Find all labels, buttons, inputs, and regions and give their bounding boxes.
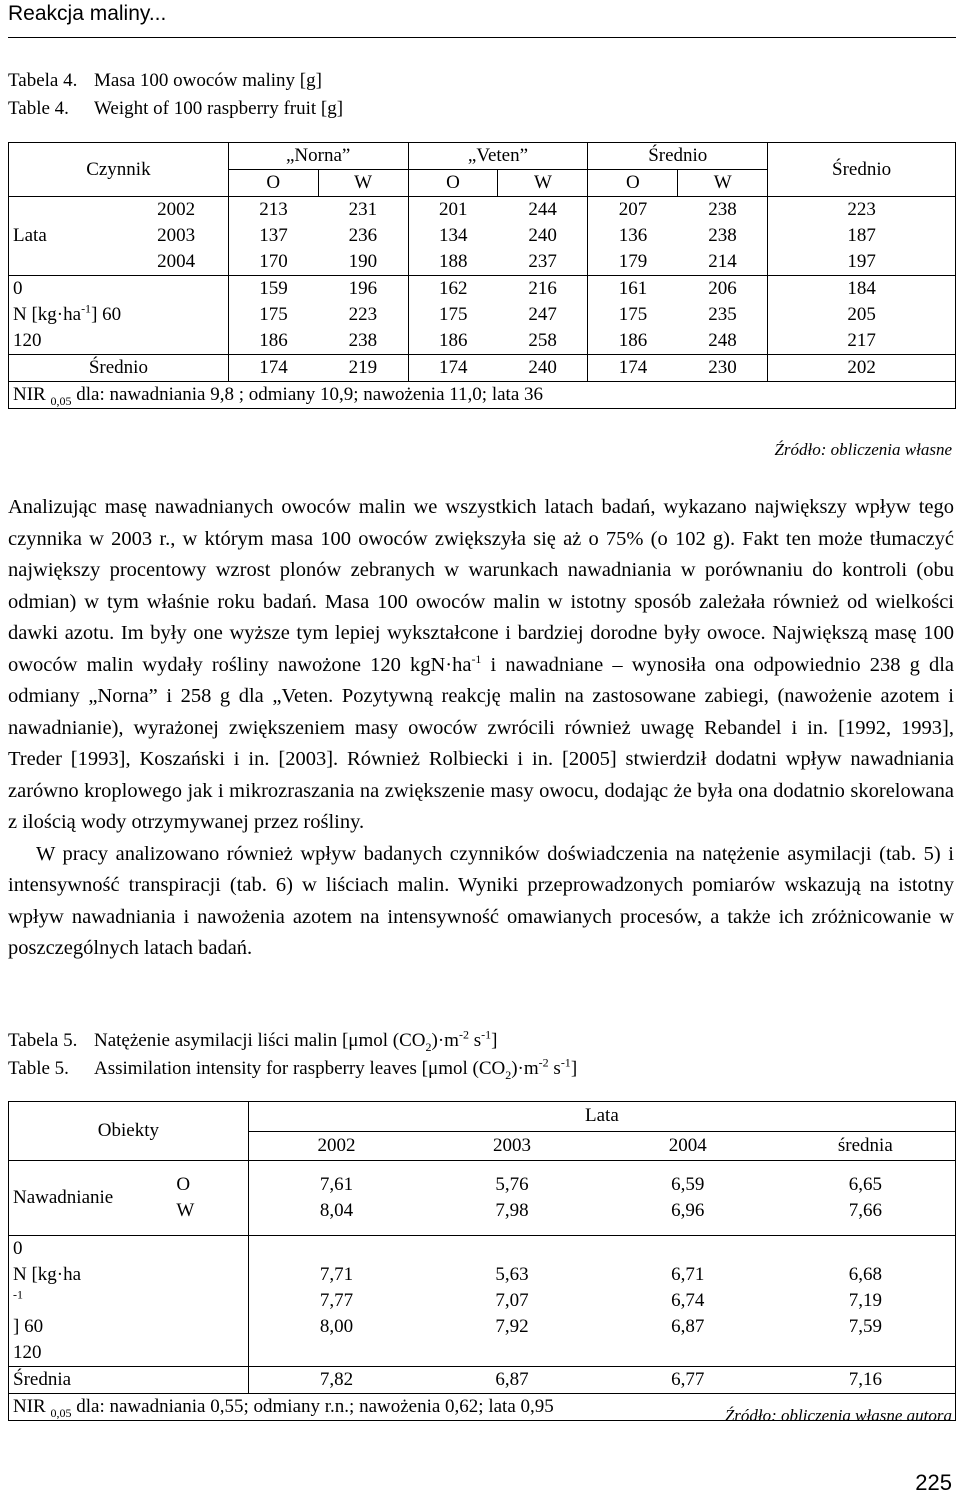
table4 <box>8 142 956 409</box>
table5-cell: 7,71 7,77 8,00 <box>248 1236 424 1367</box>
table4-sub-header: W <box>678 170 768 197</box>
table4-mean-cell: 184 <box>768 276 956 303</box>
table4-total-label: Średnio <box>9 355 229 382</box>
table4-cell: 175 <box>618 304 648 325</box>
table4-factor-header: Czynnik <box>9 143 229 197</box>
table4-n-label: 0 <box>9 276 125 303</box>
table4-mean-cell: 202 <box>768 355 956 382</box>
page-number: 225 <box>915 1470 952 1495</box>
table4-cell: 190 <box>318 249 408 276</box>
table4-row-n <box>9 328 956 355</box>
table5-year-header: średnia <box>776 1131 956 1161</box>
table5-irrigation-codes: O W <box>172 1161 248 1236</box>
table4-cell: 170 <box>228 249 318 276</box>
table5-head-row-1 <box>9 1102 956 1132</box>
table4-row-nir <box>9 382 956 409</box>
table4-cell: 175 <box>259 304 288 325</box>
table4-cell: 236 <box>318 223 408 249</box>
table4-cell: 216 <box>498 276 588 303</box>
table4-caption-pl: Tabela 4. Masa 100 owoców maliny [g] <box>8 70 322 91</box>
table5-row-mean <box>9 1367 956 1394</box>
table4-row-total <box>9 355 956 382</box>
table4-cell: 247 <box>498 302 588 328</box>
table5-row-irrigation <box>9 1161 956 1236</box>
table4-cell: 207 <box>618 199 648 220</box>
table4-row-year <box>9 223 956 249</box>
table4-cell: 219 <box>318 355 408 382</box>
table4-mean-cell: 223 <box>768 197 956 224</box>
table4-cell: 175 <box>439 304 468 325</box>
table4-group-mean: Średnio <box>588 143 768 170</box>
table4-cell: 201 <box>439 199 468 220</box>
table4-mean-cell: 205 <box>768 302 956 328</box>
table4-cell: 238 <box>318 328 408 355</box>
table5-mean-label: Średnia <box>9 1367 249 1394</box>
table4-lata-label: Lata <box>9 197 125 276</box>
table4-cell: 231 <box>318 197 408 224</box>
table4-row-n <box>9 276 956 303</box>
table5-cell: 7,61 8,04 <box>248 1161 424 1236</box>
table4-sub-header: O <box>408 170 498 197</box>
table4-cell: 159 <box>259 278 288 299</box>
table4-cell: 248 <box>678 328 768 355</box>
table4-cell: 136 <box>618 225 648 246</box>
table4-cell: 244 <box>498 197 588 224</box>
table4-head-row-1 <box>9 143 956 170</box>
table4-year-label: 2004 <box>124 249 228 276</box>
table4-cell: 186 <box>228 328 318 355</box>
table5-nitrogen-labels: 0 N [kg·ha $^{-1}$ ] 60 120 <box>9 1236 249 1367</box>
table4-cell: 240 <box>498 223 588 249</box>
table4-sub-header: O <box>228 170 318 197</box>
table5-year-header: 2002 <box>248 1131 424 1161</box>
table4-cell: 206 <box>678 276 768 303</box>
paragraph: W pracy analizowano również wpływ badanych czynników doświadczenia na natężenie asymilacji (tab. 5) i intensywność transpiracji (tab. 6) w liściach malin. Wyniki przeprowadzonych pomiarów wskazują na istotny wpływ nawadniania i nawożenia azotem na intensywność omawianych procesów, a także ich zróżnicowanie w poszczególnych latach badań. <box>8 842 954 959</box>
table4-cell: 213 <box>259 199 288 220</box>
table5-caption-en: Table 5. Assimilation intensity for raspberry leaves [μmol $(CO_2)\cdot m^{-2}$ $s^{-1}$] <box>8 1055 578 1082</box>
table4-cell: 186 <box>408 328 498 355</box>
table4-year-label: 2002 <box>124 197 228 224</box>
table4-sub-header: O <box>588 170 678 197</box>
table5-cell: 7,16 <box>776 1367 956 1394</box>
table4-cell: 223 <box>318 302 408 328</box>
table4-mean-header: Średnio <box>768 143 956 197</box>
table4-sub-header: W <box>318 170 408 197</box>
table4-mean-cell: 217 <box>768 328 956 355</box>
table5-year-header: 2003 <box>424 1131 600 1161</box>
table4-cell: 238 <box>678 197 768 224</box>
table4-mean-cell: 187 <box>768 223 956 249</box>
table5 <box>8 1101 956 1421</box>
table5-irrigation-label: Nawadnianie <box>9 1161 173 1236</box>
table4-cell: 258 <box>498 328 588 355</box>
running-header: Reakcja maliny... <box>8 2 167 25</box>
header-rule <box>8 37 956 38</box>
table4-year-label: 2003 <box>124 223 228 249</box>
table4-group-norna: „Norna” <box>228 143 408 170</box>
table4-cell: 186 <box>588 328 678 355</box>
table4-cell: 174 <box>588 355 678 382</box>
table4-caption-en: Table 4. Weight of 100 raspberry fruit [g] <box>8 98 344 119</box>
table5-lata-header: Lata <box>248 1102 955 1132</box>
table4-cell: 188 <box>408 249 498 276</box>
table4-sub-header: W <box>498 170 588 197</box>
table4-row-year <box>9 197 956 224</box>
body-text <box>8 492 954 965</box>
table4-cell: 174 <box>228 355 318 382</box>
table4-cell: 230 <box>678 355 768 382</box>
table4-mean-cell: 197 <box>768 249 956 276</box>
table5-cell: 6,65 7,66 <box>776 1161 956 1236</box>
table4-n-label: 120 <box>9 328 125 355</box>
table4-cell: 162 <box>439 278 468 299</box>
table4-cell: 137 <box>259 225 288 246</box>
table4-cell: 134 <box>439 225 468 246</box>
table4-cell: 179 <box>588 249 678 276</box>
table5-cell: 6,59 6,96 <box>600 1161 776 1236</box>
table5-year-header: 2004 <box>600 1131 776 1161</box>
table5-row-nitrogen <box>9 1236 956 1367</box>
table4-cell: 174 <box>408 355 498 382</box>
table4-group-veten: „Veten” <box>408 143 588 170</box>
table5-cell: 6,68 7,19 7,59 <box>776 1236 956 1367</box>
table5-cell: 5,63 7,07 7,92 <box>424 1236 600 1367</box>
table5-cell: 5,76 7,98 <box>424 1161 600 1236</box>
table4-cell: 238 <box>678 223 768 249</box>
paragraph: Analizując masę nawadnianych owoców malin we wszystkich latach badań, wykazano największy wpływ tego czynnika w 2003 r., w którym masa 100 owoców zwiększyła się aż o 75% (o 102 g). Fakt ten może tłumaczyć największy procentowy wzrost plonów zebranych w warunkach nawadniania w porównaniu do kontroli (obu odmian) w tym właśnie roku badań. Masa 100 owoców malin w istotny sposób zależała również od wielkości dawki azotu. Im były one wyższe tym lepiej wykształcone i bardziej dorodne były owoce. Największą masę 100 owoców malin wydały rośliny nawożone 120 $kgN\cdot ha^{-1}$ i nawadniane – wynosiła ona odpowiednio 238 g dla odmiany „Norna” i 258 g dla „Veten. Pozytywną reakcję malin na zastosowane zabiegi, (nawożenie azotem i nawadnianie), wyrażonej zwiększeniem masy owoców zwrócili również uwagę Rebandel i in. [1992, 1993], Treder [1993], Koszański i in. [2003]. Również Rolbiecki i in. [2005] stwierdził dodatni wpływ nawadniania zarówno kroplowego jak i mikrozraszania na zwiększenie masy owocu, dodając że była ona dodatnio skorelowana z ilością wody otrzymywanej przez rośliny. <box>8 496 954 833</box>
table5-objects-header: Obiekty <box>9 1102 249 1161</box>
table4-nir: NIR $_{0,05}$ dla: nawadniania 9,8 ; odmiany 10,9; nawożenia 11,0; lata 36 <box>9 382 956 409</box>
table5-cell: 6,71 6,74 6,87 <box>600 1236 776 1367</box>
table4-row-year <box>9 249 956 276</box>
table4-cell: 237 <box>498 249 588 276</box>
table5-source: Źródło: obliczenia własne autora <box>724 1406 952 1425</box>
table4-cell: 240 <box>498 355 588 382</box>
table4-source: Źródło: obliczenia własne <box>774 440 952 459</box>
table5-cell: 6,77 <box>600 1367 776 1394</box>
table5-cell: 7,82 <box>248 1367 424 1394</box>
table4-cell: 235 <box>678 302 768 328</box>
table4-n-label: N $[kg\cdot ha^{-1}]$ 60 <box>9 302 229 328</box>
table4-cell: 161 <box>618 278 648 299</box>
table4-row-n <box>9 302 956 328</box>
table4-cell: 214 <box>678 249 768 276</box>
table5-nir: NIR $_{0,05}$ dla: nawadniania 0,55; odmiany r.n.; nawożenia 0,62; lata 0,95 <box>9 1394 956 1421</box>
table4-cell: 196 <box>318 276 408 303</box>
table5-caption-pl: Tabela 5. Natężenie asymilacji liści malin [μmol $(CO_2)\cdot m^{-2}$ $s^{-1}$] <box>8 1027 498 1054</box>
table5-cell: 6,87 <box>424 1367 600 1394</box>
